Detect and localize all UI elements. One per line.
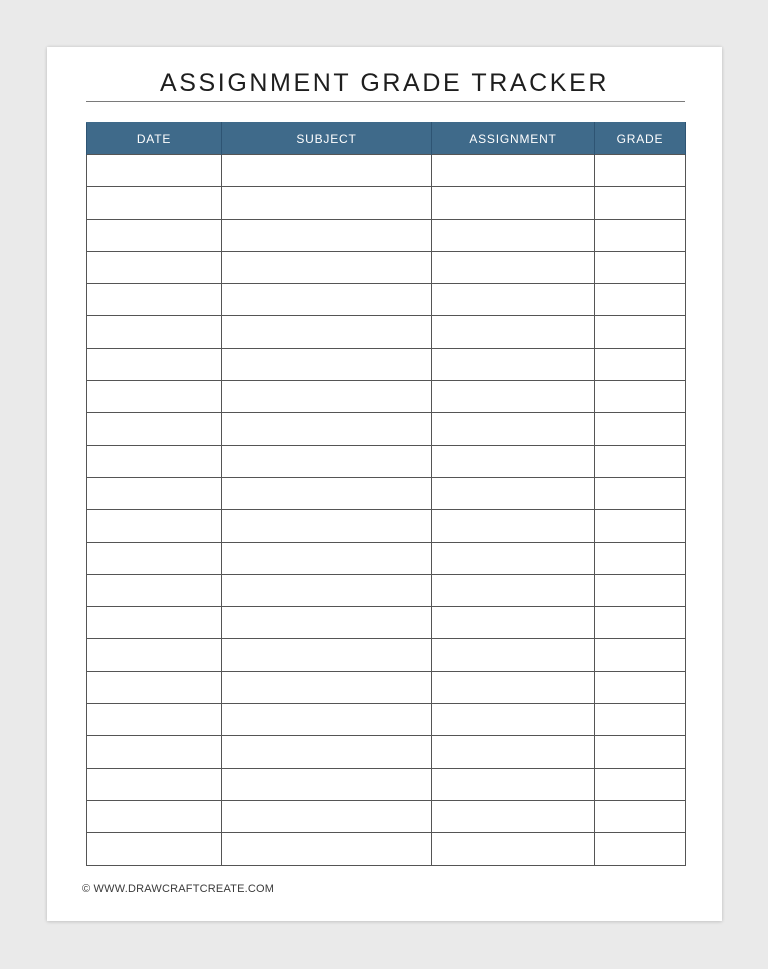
cell-date[interactable]	[87, 542, 222, 574]
title-divider	[86, 101, 685, 102]
column-header-date: DATE	[87, 123, 222, 155]
cell-subject[interactable]	[222, 155, 432, 187]
cell-date[interactable]	[87, 219, 222, 251]
table-row	[87, 219, 686, 251]
cell-subject[interactable]	[222, 316, 432, 348]
cell-assignment[interactable]	[432, 704, 595, 736]
cell-subject[interactable]	[222, 607, 432, 639]
cell-date[interactable]	[87, 704, 222, 736]
page-title: ASSIGNMENT GRADE TRACKER	[159, 69, 610, 97]
cell-assignment[interactable]	[432, 413, 595, 445]
cell-assignment[interactable]	[432, 736, 595, 768]
table-row	[87, 542, 686, 574]
table-row	[87, 800, 686, 832]
cell-date[interactable]	[87, 671, 222, 703]
cell-assignment[interactable]	[432, 768, 595, 800]
cell-subject[interactable]	[222, 736, 432, 768]
cell-assignment[interactable]	[432, 607, 595, 639]
cell-subject[interactable]	[222, 477, 432, 509]
cell-grade[interactable]	[595, 284, 686, 316]
cell-date[interactable]	[87, 574, 222, 606]
cell-grade[interactable]	[595, 477, 686, 509]
cell-date[interactable]	[87, 477, 222, 509]
column-header-grade: GRADE	[595, 123, 686, 155]
cell-assignment[interactable]	[432, 284, 595, 316]
cell-date[interactable]	[87, 800, 222, 832]
footer-copyright: © WWW.DRAWCRAFTCREATE.COM	[82, 883, 275, 895]
cell-grade[interactable]	[595, 833, 686, 865]
table-body	[87, 155, 686, 866]
cell-assignment[interactable]	[432, 348, 595, 380]
cell-subject[interactable]	[222, 381, 432, 413]
cell-assignment[interactable]	[432, 639, 595, 671]
cell-assignment[interactable]	[432, 381, 595, 413]
table-row	[87, 833, 686, 865]
cell-assignment[interactable]	[432, 833, 595, 865]
cell-grade[interactable]	[595, 800, 686, 832]
cell-subject[interactable]	[222, 768, 432, 800]
cell-date[interactable]	[87, 348, 222, 380]
cell-grade[interactable]	[595, 704, 686, 736]
cell-date[interactable]	[87, 284, 222, 316]
table-row	[87, 187, 686, 219]
cell-grade[interactable]	[595, 348, 686, 380]
cell-assignment[interactable]	[432, 671, 595, 703]
cell-assignment[interactable]	[432, 187, 595, 219]
table-row	[87, 381, 686, 413]
table-row	[87, 284, 686, 316]
cell-assignment[interactable]	[432, 316, 595, 348]
cell-subject[interactable]	[222, 510, 432, 542]
cell-grade[interactable]	[595, 671, 686, 703]
cell-date[interactable]	[87, 833, 222, 865]
cell-date[interactable]	[87, 187, 222, 219]
cell-grade[interactable]	[595, 736, 686, 768]
cell-subject[interactable]	[222, 219, 432, 251]
cell-assignment[interactable]	[432, 219, 595, 251]
cell-assignment[interactable]	[432, 477, 595, 509]
table-row	[87, 736, 686, 768]
table-header-row	[87, 123, 686, 155]
cell-date[interactable]	[87, 510, 222, 542]
cell-date[interactable]	[87, 155, 222, 187]
cell-subject[interactable]	[222, 251, 432, 283]
cell-subject[interactable]	[222, 284, 432, 316]
table-row	[87, 155, 686, 187]
table-row	[87, 477, 686, 509]
cell-subject[interactable]	[222, 671, 432, 703]
cell-subject[interactable]	[222, 704, 432, 736]
table-row	[87, 316, 686, 348]
table-row	[87, 574, 686, 606]
cell-grade[interactable]	[595, 574, 686, 606]
cell-grade[interactable]	[595, 251, 686, 283]
cell-grade[interactable]	[595, 542, 686, 574]
cell-subject[interactable]	[222, 639, 432, 671]
table-row	[87, 445, 686, 477]
cell-subject[interactable]	[222, 574, 432, 606]
cell-date[interactable]	[87, 316, 222, 348]
cell-date[interactable]	[87, 381, 222, 413]
cell-grade[interactable]	[595, 155, 686, 187]
cell-assignment[interactable]	[432, 542, 595, 574]
table-row	[87, 607, 686, 639]
cell-assignment[interactable]	[432, 574, 595, 606]
cell-assignment[interactable]	[432, 510, 595, 542]
cell-subject[interactable]	[222, 187, 432, 219]
table-row	[87, 768, 686, 800]
table-row	[87, 348, 686, 380]
cell-grade[interactable]	[595, 187, 686, 219]
table-row	[87, 671, 686, 703]
column-header-subject: SUBJECT	[222, 123, 432, 155]
cell-grade[interactable]	[595, 639, 686, 671]
cell-grade[interactable]	[595, 381, 686, 413]
cell-date[interactable]	[87, 251, 222, 283]
cell-assignment[interactable]	[432, 251, 595, 283]
cell-grade[interactable]	[595, 219, 686, 251]
cell-subject[interactable]	[222, 445, 432, 477]
cell-grade[interactable]	[595, 510, 686, 542]
column-header-assignment: ASSIGNMENT	[432, 123, 595, 155]
cell-date[interactable]	[87, 445, 222, 477]
cell-date[interactable]	[87, 736, 222, 768]
cell-subject[interactable]	[222, 413, 432, 445]
table-row	[87, 510, 686, 542]
cell-grade[interactable]	[595, 768, 686, 800]
cell-grade[interactable]	[595, 316, 686, 348]
table-row	[87, 251, 686, 283]
tracker-page	[47, 47, 722, 921]
cell-assignment[interactable]	[432, 155, 595, 187]
table-row	[87, 639, 686, 671]
cell-subject[interactable]	[222, 348, 432, 380]
cell-subject[interactable]	[222, 542, 432, 574]
cell-subject[interactable]	[222, 833, 432, 865]
table-row	[87, 704, 686, 736]
cell-date[interactable]	[87, 607, 222, 639]
cell-date[interactable]	[87, 413, 222, 445]
cell-grade[interactable]	[595, 607, 686, 639]
cell-grade[interactable]	[595, 445, 686, 477]
cell-grade[interactable]	[595, 413, 686, 445]
cell-date[interactable]	[87, 768, 222, 800]
cell-date[interactable]	[87, 639, 222, 671]
cell-subject[interactable]	[222, 800, 432, 832]
grade-tracker-table	[86, 122, 686, 866]
cell-assignment[interactable]	[432, 445, 595, 477]
table-row	[87, 413, 686, 445]
cell-assignment[interactable]	[432, 800, 595, 832]
